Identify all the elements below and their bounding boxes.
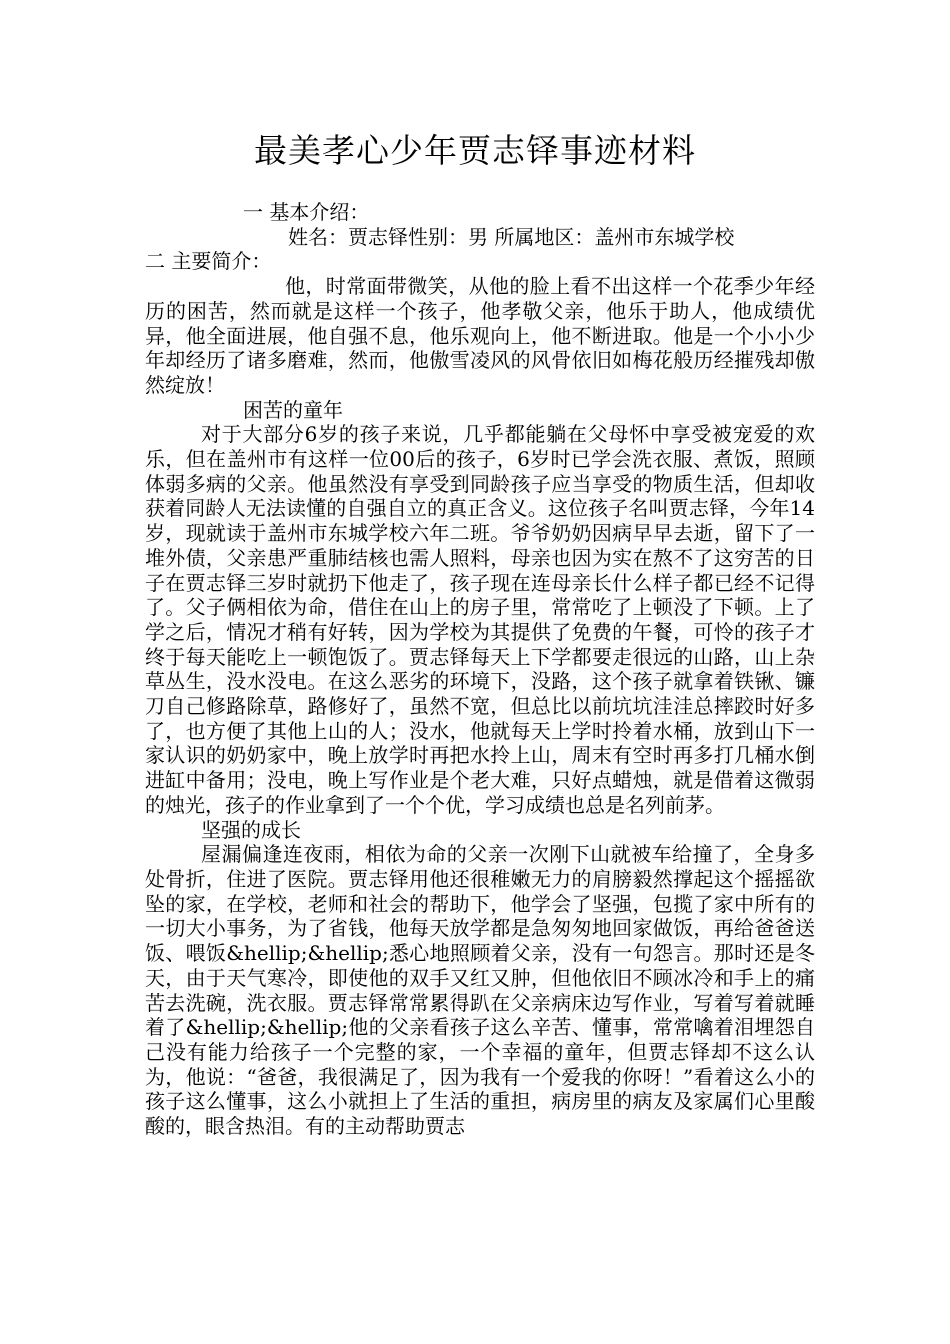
section-paragraph-growth: 屋漏偏逢连夜雨，相依为命的父亲一次刚下山就被车给撞了，全身多处骨折，住进了医院。贾志铎用他还很稚嫩无力的肩膀毅然撑起这个摇摇欲坠的家，在学校，老师和社会的帮助下，他学会了坚强，包揽了家中所有的一切大小事务，为了省钱，他每天放学都是急匆匆地回家做饭，再给爸爸送饭、喂饭&hellip;&hellip;悉心地照顾着父亲，没有一句怨言。那时还是冬天，由于天气寒冷，即使他的双手又红又肿，但他依旧不顾冰冷和手上的痛苦去洗碗，洗衣服。贾志铎常常累得趴在父亲病床边写作业，写着写着就睡着了&hellip;&hellip;他的父亲看孩子这么辛苦、懂事，常常噙着泪埋怨自己没有能力给孩子一个完整的家，一个幸福的童年，但贾志铎却不这么认为，他说：“爸爸，我很满足了，因为我有一个爱我的你呀！”看着这么小的孩子这么懂事，这么小就担上了生活的重担，病房里的病友及家属们心里酸酸的，眼含热泪。有的主动帮助贾志: [145, 842, 815, 1139]
section-paragraph-childhood: 对于大部分6岁的孩子来说，几乎都能躺在父母怀中享受被宠爱的欢乐，但在盖州市有这样一位00后的孩子，6岁时已学会洗衣服、煮饭，照顾体弱多病的父亲。他虽然没有享受到同龄孩子应当享受的物质生活，但却收获着同龄人无法读懂的自强自立的真正含义。这位孩子名叫贾志铎，今年14岁，现就读于盖州市东城学校六年二班。爷爷奶奶因病早早去逝，留下了一堆外债，父亲患严重肺结核也需人照料，母亲也因为实在熬不了这穷苦的日子在贾志铎三岁时就扔下他走了，孩子现在连母亲长什么样子都已经不记得了。父子俩相依为命，借住在山上的房子里，常常吃了上顿没了下顿。上了学之后，情况才稍有好转，因为学校为其提供了免费的午餐，可怜的孩子才终于每天能吃上一顿饱饭了。贾志铎每天上下学都要走很远的山路，山上杂草丛生，没水没电。在这么恶劣的环境下，没路，这个孩子就拿着铁锹、镰刀自己修路除草，路修好了，虽然不宽，但总比以前坑坑洼洼总摔跤时好多了，也方便了其他上山的人；没水，他就每天上学时拎着水桶，放到山下一家认识的奶奶家中，晚上放学时再把水拎上山，周末有空时再多打几桶水倒进缸中备用；没电，晚上写作业是个老大难，只好点蜡烛，就是借着这微弱的烛光，孩子的作业拿到了一个个优，学习成绩也总是名列前茅。: [145, 422, 815, 817]
document-body: [145, 200, 815, 1139]
summary-paragraph: 他，时常面带微笑，从他的脸上看不出这样一个花季少年经历的困苦，然而就是这样一个孩子，他孝敬父亲，他乐于助人，他成绩优异，他全面进展，他自强不息，他乐观向上，他不断进取。他是一个小小少年却经历了诸多磨难，然而，他傲雪凌风的风骨依旧如梅花般历经摧残却傲然绽放！: [145, 274, 815, 397]
document-title: 最美孝心少年贾志铎事迹材料: [254, 131, 696, 170]
summary-heading: 二 主要简介：: [145, 249, 272, 274]
section-heading-growth: 坚强的成长: [201, 817, 301, 842]
section-heading-childhood: 困苦的童年: [243, 397, 343, 422]
basic-info-line: 姓名：贾志铎性别：男 所属地区：盖州市东城学校: [288, 224, 735, 249]
intro-heading: 一 基本介绍：: [243, 200, 370, 224]
